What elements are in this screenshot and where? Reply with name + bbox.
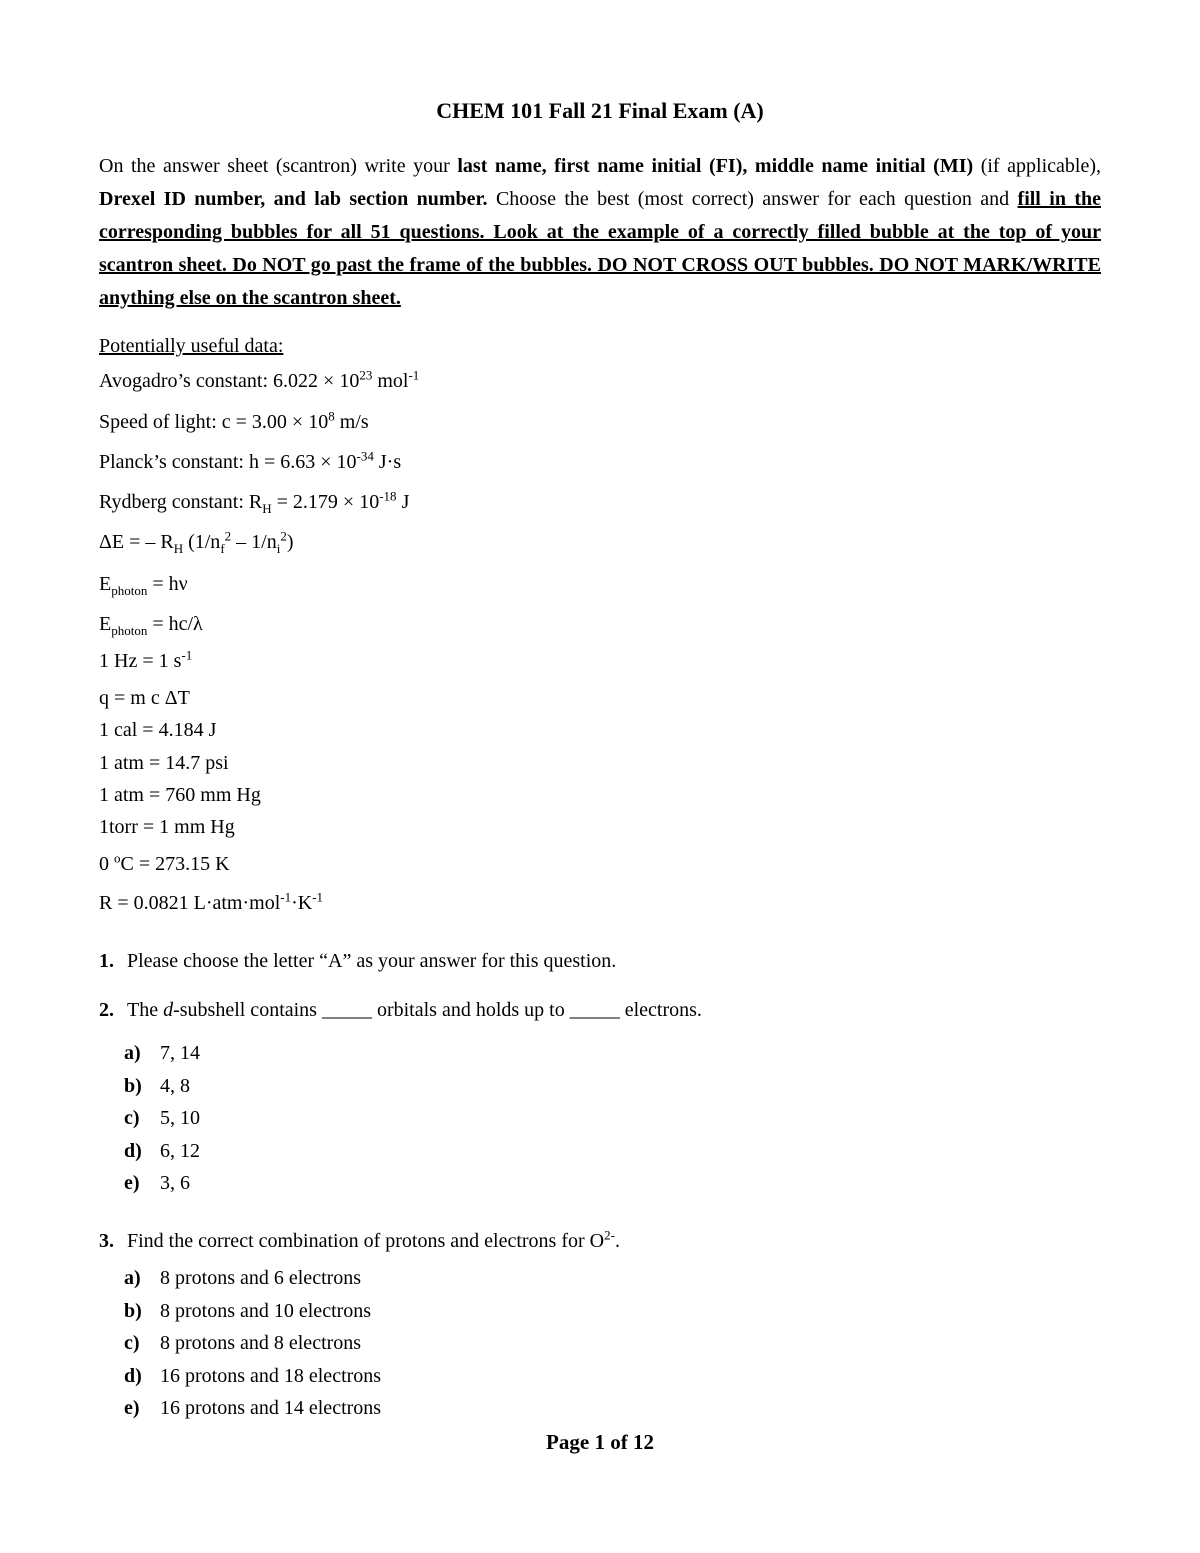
option xyxy=(124,1300,381,1333)
question-text: Please choose the letter “A” as your answer for this question. xyxy=(127,950,617,972)
ephoton1-rhs: = hν xyxy=(147,573,188,595)
degree-symbol: o xyxy=(114,850,121,866)
option xyxy=(124,1332,381,1365)
delta-e-sub-h: H xyxy=(173,541,184,556)
option-letter: d) xyxy=(124,1139,142,1162)
instructions-underlined: fill in the corresponding bubbles for all 51 questions. Look at the example of a correctly filled bubble at the top of your scantron sheet. Do NOT go past the frame of the bubbles. DO NOT CROSS OUT bubbles. DO NOT MARK/WRITE anything else on the scantron sheet. xyxy=(99,188,1101,309)
useful-data-heading-colon: : xyxy=(277,335,284,357)
avogadro-unit: mol xyxy=(372,370,409,392)
option xyxy=(124,1075,200,1108)
option xyxy=(124,1397,381,1430)
question-text-post: . xyxy=(614,1230,620,1252)
option xyxy=(124,1267,381,1300)
question-text-post: -subshell contains _____ orbitals and holds up to _____ electrons. xyxy=(173,999,702,1021)
rydberg-constant xyxy=(99,488,410,516)
atm-mmhg-conversion: 1 atm = 760 mm Hg xyxy=(99,784,261,806)
option-letter: d) xyxy=(124,1364,142,1387)
light-exponent: 8 xyxy=(328,408,335,424)
delta-e-part-b: (1/n xyxy=(183,531,221,553)
ephoton1-sub: photon xyxy=(111,583,148,598)
photon-energy-wavelength xyxy=(99,613,203,636)
question-text-italic: d xyxy=(163,999,174,1021)
planck-constant xyxy=(99,448,402,474)
hertz-definition xyxy=(99,647,193,673)
avogadro-label: Avogadro’s constant: 6.022 × 10 xyxy=(99,370,360,392)
planck-label: Planck’s constant: h = 6.63 × 10 xyxy=(99,451,357,473)
rydberg-value: = 2.179 × 10 xyxy=(271,491,380,513)
instructions-text-3: Choose the best (most correct) answer for each question and xyxy=(487,188,1018,210)
question-text-pre: The xyxy=(127,999,164,1021)
question-2-options xyxy=(124,1042,200,1205)
calorie-conversion: 1 cal = 4.184 J xyxy=(99,719,217,741)
option-letter: c) xyxy=(124,1107,140,1129)
delta-e-square-1: 2 xyxy=(224,528,232,544)
rydberg-subscript: H xyxy=(262,501,272,516)
ephoton2-e: E xyxy=(99,613,112,635)
delta-e-part-d: ) xyxy=(286,531,294,553)
instructions-bold-1: last name, first name initial (FI), middle name initial (MI) xyxy=(457,155,974,177)
option-letter: a) xyxy=(124,1267,141,1289)
gas-constant-value: R = 0.0821 L·atm·mol xyxy=(99,892,281,914)
gas-k-exponent: -1 xyxy=(312,889,324,905)
question-3-options xyxy=(124,1267,381,1430)
instructions-bold-2: Drexel ID number, and lab section number. xyxy=(99,188,488,210)
page-title: CHEM 101 Fall 21 Final Exam (A) xyxy=(436,98,764,123)
option-text: 8 protons and 8 electrons xyxy=(160,1332,362,1354)
option-text: 6, 12 xyxy=(160,1139,200,1162)
avogadro-unit-exponent: -1 xyxy=(408,367,420,383)
ephoton2-sub: photon xyxy=(111,623,148,638)
delta-e-square-2: 2 xyxy=(280,528,287,544)
torr-conversion: 1torr = 1 mm Hg xyxy=(99,816,235,838)
question-3 xyxy=(99,1227,620,1253)
option-letter: e) xyxy=(124,1397,140,1419)
option-letter: e) xyxy=(124,1172,140,1194)
ephoton2-rhs: = hc/λ xyxy=(147,613,203,635)
useful-data-heading xyxy=(99,335,283,358)
delta-e-part-c: – 1/n xyxy=(231,531,277,553)
question-text-pre: Find the correct combination of protons and electrons for O xyxy=(127,1230,605,1252)
option xyxy=(124,1140,200,1173)
photon-energy-frequency xyxy=(99,573,188,596)
rydberg-exponent: -18 xyxy=(379,488,397,504)
delta-e-sub-f: f xyxy=(220,541,225,556)
avogadro-exponent: 23 xyxy=(359,367,373,383)
gas-mol-exponent: -1 xyxy=(280,889,292,905)
speed-of-light xyxy=(99,408,369,434)
kelvin-rhs: C = 273.15 K xyxy=(120,853,230,875)
rydberg-unit: J xyxy=(396,491,410,513)
planck-exponent: -34 xyxy=(356,448,374,464)
option xyxy=(124,1172,200,1205)
delta-e-part-a: ΔE = – R xyxy=(99,531,174,553)
atm-psi-conversion: 1 atm = 14.7 psi xyxy=(99,752,229,774)
kelvin-zero: 0 xyxy=(99,853,114,875)
heat-equation: q = m c ΔT xyxy=(99,687,190,709)
hz-text: 1 Hz = 1 s xyxy=(99,650,182,672)
option-letter: a) xyxy=(124,1042,141,1064)
ion-charge: 2- xyxy=(604,1227,615,1243)
option-text: 8 protons and 10 electrons xyxy=(160,1299,372,1322)
avogadro-constant xyxy=(99,367,420,393)
option-text: 4, 8 xyxy=(160,1074,190,1097)
hz-exponent: -1 xyxy=(181,647,193,663)
instructions xyxy=(99,150,1101,315)
ephoton1-e: E xyxy=(99,573,112,595)
option-text: 16 protons and 14 electrons xyxy=(160,1397,382,1419)
option-text: 5, 10 xyxy=(160,1107,200,1129)
option-letter: c) xyxy=(124,1332,140,1354)
option-text: 8 protons and 6 electrons xyxy=(160,1267,362,1289)
option xyxy=(124,1365,381,1398)
delta-e-equation xyxy=(99,528,294,556)
delta-e-sub-i: i xyxy=(276,541,281,556)
planck-unit: J·s xyxy=(373,451,402,473)
question-number: 3. xyxy=(99,1230,114,1252)
instructions-text-1: On the answer sheet (scantron) write your xyxy=(99,155,458,177)
rydberg-label: Rydberg constant: R xyxy=(99,491,263,513)
question-number: 1. xyxy=(99,950,114,972)
option-letter: b) xyxy=(124,1074,142,1097)
useful-data-heading-text: Potentially useful data xyxy=(99,335,278,357)
gas-k-unit: ·K xyxy=(291,892,313,914)
option-text: 16 protons and 18 electrons xyxy=(160,1364,382,1387)
gas-constant xyxy=(99,889,324,915)
page-number: Page 1 of 12 xyxy=(546,1430,654,1454)
question-2 xyxy=(99,999,702,1022)
question-number: 2. xyxy=(99,999,114,1021)
option-text: 7, 14 xyxy=(160,1042,200,1064)
option-letter: b) xyxy=(124,1299,142,1322)
option xyxy=(124,1107,200,1140)
instructions-text-2: (if applicable), xyxy=(973,155,1101,177)
option xyxy=(124,1042,200,1075)
light-unit: m/s xyxy=(334,411,369,433)
light-label: Speed of light: c = 3.00 × 10 xyxy=(99,411,329,433)
question-1 xyxy=(99,950,616,973)
option-text: 3, 6 xyxy=(160,1172,190,1194)
kelvin-conversion xyxy=(99,850,230,876)
